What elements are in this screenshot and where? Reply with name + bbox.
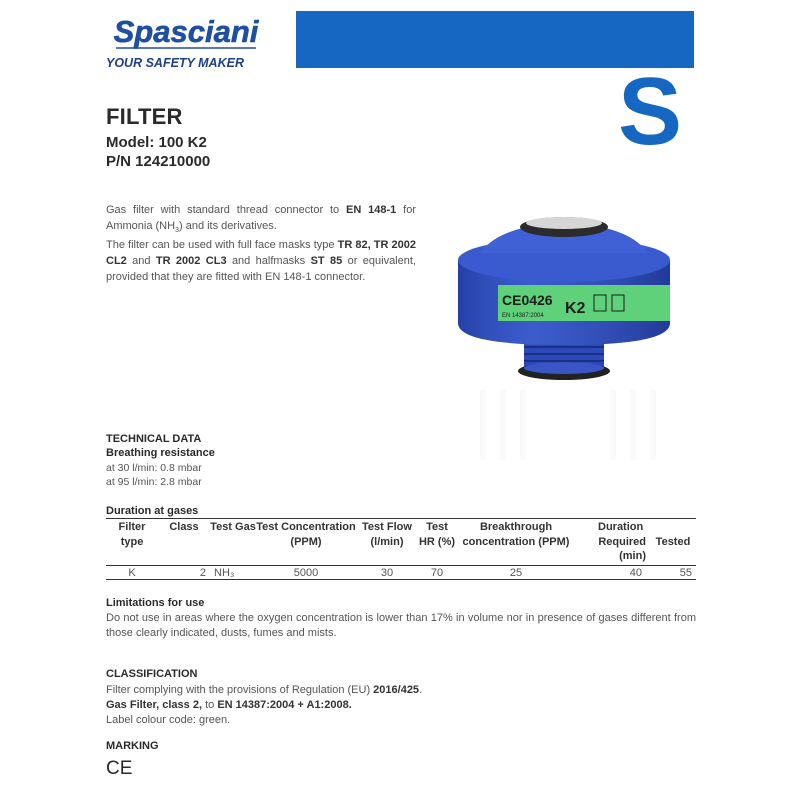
cell-filter-type: K	[106, 565, 158, 579]
classification-heading: CLASSIFICATION	[106, 668, 198, 680]
product-description: Gas filter with standard thread connector to EN 148-1 for Ammonia $(NH_3)$ and its derivatives. The filter can be used with full face masks type TR 82, TR 2002 CL2 and TR 2002 CL3 and halfmasks ST 85 or equivalent, provided that they are fitted with EN 148-1 connector.	[106, 204, 416, 283]
duration-table	[106, 520, 696, 580]
big-s-mark	[618, 72, 694, 146]
cell-gas: NH₃	[210, 565, 256, 579]
ce-mark-icon	[106, 757, 132, 777]
filter-product-image	[440, 205, 695, 465]
svg-text:S: S	[618, 72, 683, 146]
cell-tested: 55	[650, 565, 696, 579]
header-color-bar	[296, 11, 694, 68]
tagline: YOUR SAFETY MAKER	[106, 56, 244, 70]
model-line: Model: 100 K2	[106, 134, 207, 151]
col-test-flow: Test Flow (l/min)	[356, 520, 418, 565]
part-number: P/N 124210000	[106, 153, 211, 170]
cell-hr: 70	[418, 565, 456, 579]
col-test-gas: Test Gas	[210, 520, 256, 565]
col-test-concentration: Test Concentration (PPM)	[256, 520, 356, 565]
duration-heading: Duration at gases	[106, 505, 199, 517]
breathing-resistance-heading: Breathing resistance	[106, 447, 215, 459]
technical-data-heading: TECHNICAL DATA	[106, 433, 202, 445]
logo-text: Spasciani	[113, 14, 259, 49]
table-top-rule	[106, 518, 696, 519]
resistance-95: at 95 l/min: 2.8 mbar	[106, 476, 202, 488]
cell-required: 40	[576, 565, 650, 579]
page-title: FILTER	[106, 104, 183, 129]
svg-text:K2: K2	[565, 300, 586, 317]
svg-text:CE: CE	[106, 758, 132, 777]
col-duration: Duration	[598, 521, 644, 533]
col-class: Class	[158, 520, 210, 565]
resistance-30: at 30 l/min: 0.8 mbar	[106, 462, 202, 474]
col-duration-required: Duration Required (min)	[576, 520, 650, 565]
col-test-hr: Test HR (%)	[418, 520, 456, 565]
limitations-heading: Limitations for use	[106, 597, 205, 609]
spasciani-logo	[106, 10, 266, 54]
svg-text:EN 14387:2004: EN 14387:2004	[502, 313, 544, 319]
col-min: (min)	[619, 550, 646, 562]
cell-class: 2	[158, 565, 210, 579]
table-row	[106, 565, 696, 579]
cell-flow: 30	[356, 565, 418, 579]
marking-heading: MARKING	[106, 740, 159, 752]
cell-concentration: 5000	[256, 565, 356, 579]
limitations-text: Do not use in areas where the oxygen concentration is lower than 17% in volume nor in presence of gases different from those clearly indicated, dusts, fumes and mists.	[106, 612, 696, 639]
svg-text:CE0426: CE0426	[502, 292, 553, 308]
cell-breakthrough: 25	[456, 565, 576, 579]
col-filter-type: Filter type	[106, 520, 158, 565]
col-breakthrough: Breakthrough concentration (PPM)	[456, 520, 576, 565]
classification-text: Filter complying with the provisions of Regulation (EU) 2016/425. Gas Filter, class 2, to EN 14387:2004 + A1:2008. Label colour code: green.	[106, 684, 423, 726]
col-tested: Tested	[655, 535, 691, 548]
